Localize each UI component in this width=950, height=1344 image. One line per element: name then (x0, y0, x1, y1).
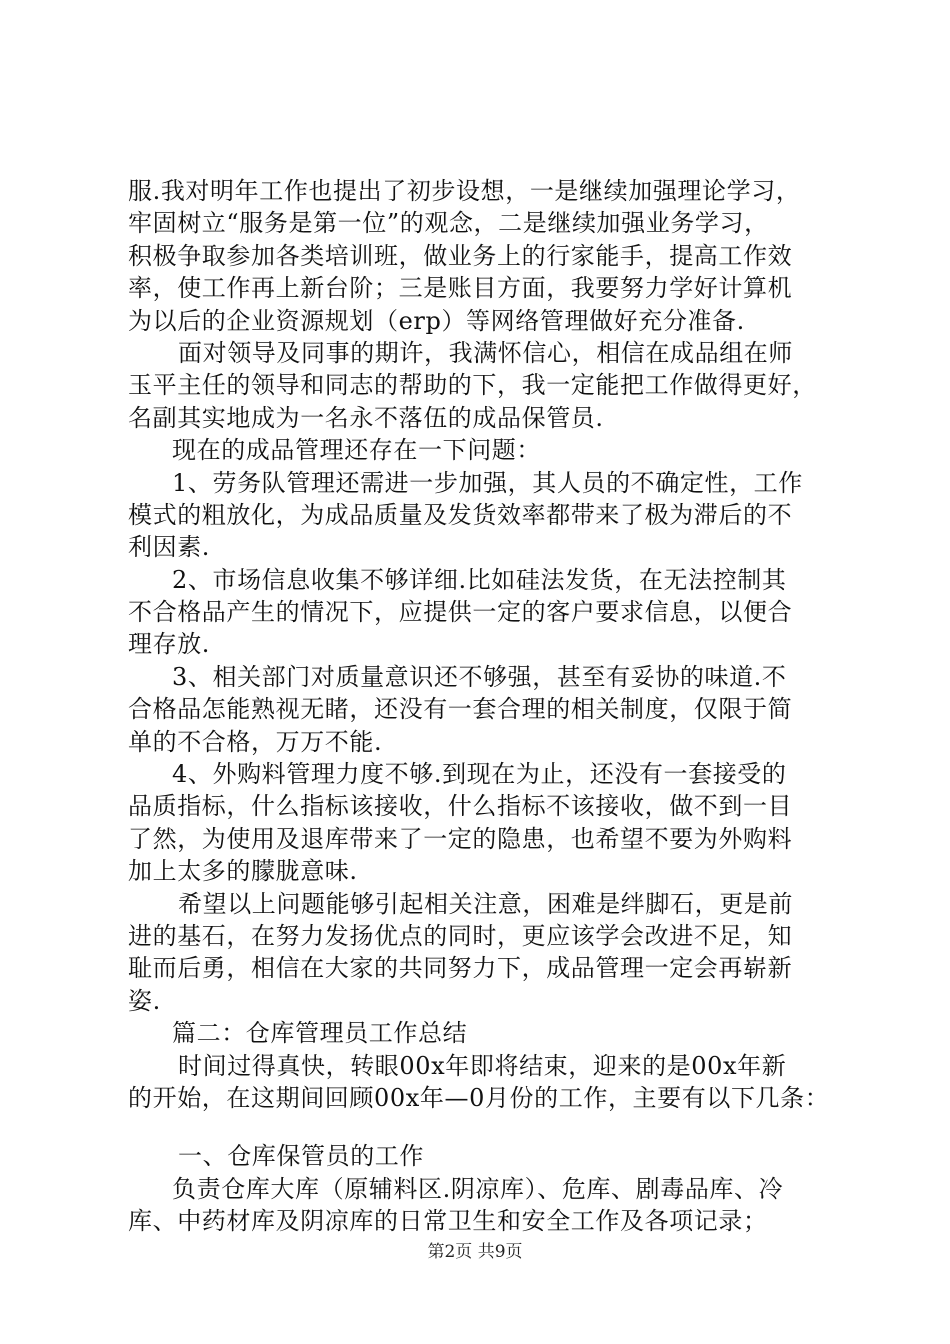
text-line: 品质指标，什么指标该接收，什么指标不该接收，做不到一目 (128, 792, 793, 821)
text-line: 库、中药材库及阴凉库的日常卫生和安全工作及各项记录； (128, 1207, 768, 1236)
text-line: 率，使工作再上新台阶；三是账目方面，我要努力学好计算机 (128, 274, 793, 303)
list-item-3-start: 3、相关部门对质量意识还不够强，甚至有妥协的味道.不 (172, 662, 787, 691)
paragraph-start-line: 现在的成品管理还存在一下问题： (172, 436, 541, 465)
text-line: 玉平主任的领导和同志的帮助的下，我一定能把工作做得更好， (128, 371, 817, 400)
text-line: 的开始，在这期间回顾00x年—0月份的工作，主要有以下几条： (128, 1083, 830, 1112)
subsection-heading: 一、仓库保管员的工作 (178, 1142, 424, 1171)
text-line: 合格品怎能熟视无睹，还没有一套合理的相关制度，仅限于简 (128, 695, 793, 724)
paragraph-start-line: 希望以上问题能够引起相关注意，困难是绊脚石，更是前 (178, 889, 793, 918)
list-item-2-start: 2、市场信息收集不够详细.比如硅法发货，在无法控制其 (172, 565, 787, 594)
text-line: 服.我对明年工作也提出了初步设想，一是继续加强理论学习， (128, 177, 801, 205)
list-item-4-start: 4、外购料管理力度不够.到现在为止，还没有一套接受的 (172, 760, 787, 789)
list-item-1-start: 1、劳务队管理还需进一步加强，其人员的不确定性，工作 (172, 468, 803, 497)
text-line: 积极争取参加各类培训班，做业务上的行家能手，提高工作效 (128, 241, 793, 270)
text-line: 进的基石，在努力发扬优点的同时，更应该学会改进不足，知 (128, 921, 793, 950)
section-heading: 篇二：仓库管理员工作总结 (172, 1019, 468, 1048)
paragraph-start-line: 时间过得真快，转眼00x年即将结束，迎来的是00x年新 (178, 1051, 787, 1080)
text-line: 模式的粗放化，为成品质量及发货效率都带来了极为滞后的不 (128, 500, 793, 529)
text-line: 理存放. (128, 630, 211, 659)
document-body (128, 175, 838, 1238)
text-line: 为以后的企业资源规划（erp）等网络管理做好充分准备. (128, 306, 745, 335)
text-line: 单的不合格，万万不能. (128, 727, 383, 756)
text-line: 耻而后勇，相信在大家的共同努力下，成品管理一定会再崭新 (128, 954, 793, 983)
text-line: 加上太多的朦胧意味. (128, 857, 358, 886)
page-number-footer: 第2页 共9页 (427, 1242, 523, 1262)
text-line: 牢固树立“服务是第一位”的观念，二是继续加强业务学习， (128, 209, 769, 238)
text-line: 利因素. (128, 533, 211, 562)
text-line: 不合格品产生的情况下，应提供一定的客户要求信息，以便合 (128, 598, 793, 627)
text-line: 了然，为使用及退库带来了一定的隐患，也希望不要为外购料 (128, 824, 793, 853)
text-line: 姿. (128, 986, 161, 1015)
text-line: 名副其实地成为一名永不落伍的成品保管员. (128, 403, 604, 432)
paragraph-gap (128, 1114, 838, 1140)
paragraph-start-line: 负责仓库大库（原辅料区.阴凉库）、危库、剧毒品库、冷 (172, 1174, 784, 1203)
paragraph-start-line: 面对领导及同事的期许，我满怀信心，相信在成品组在师 (178, 338, 793, 367)
